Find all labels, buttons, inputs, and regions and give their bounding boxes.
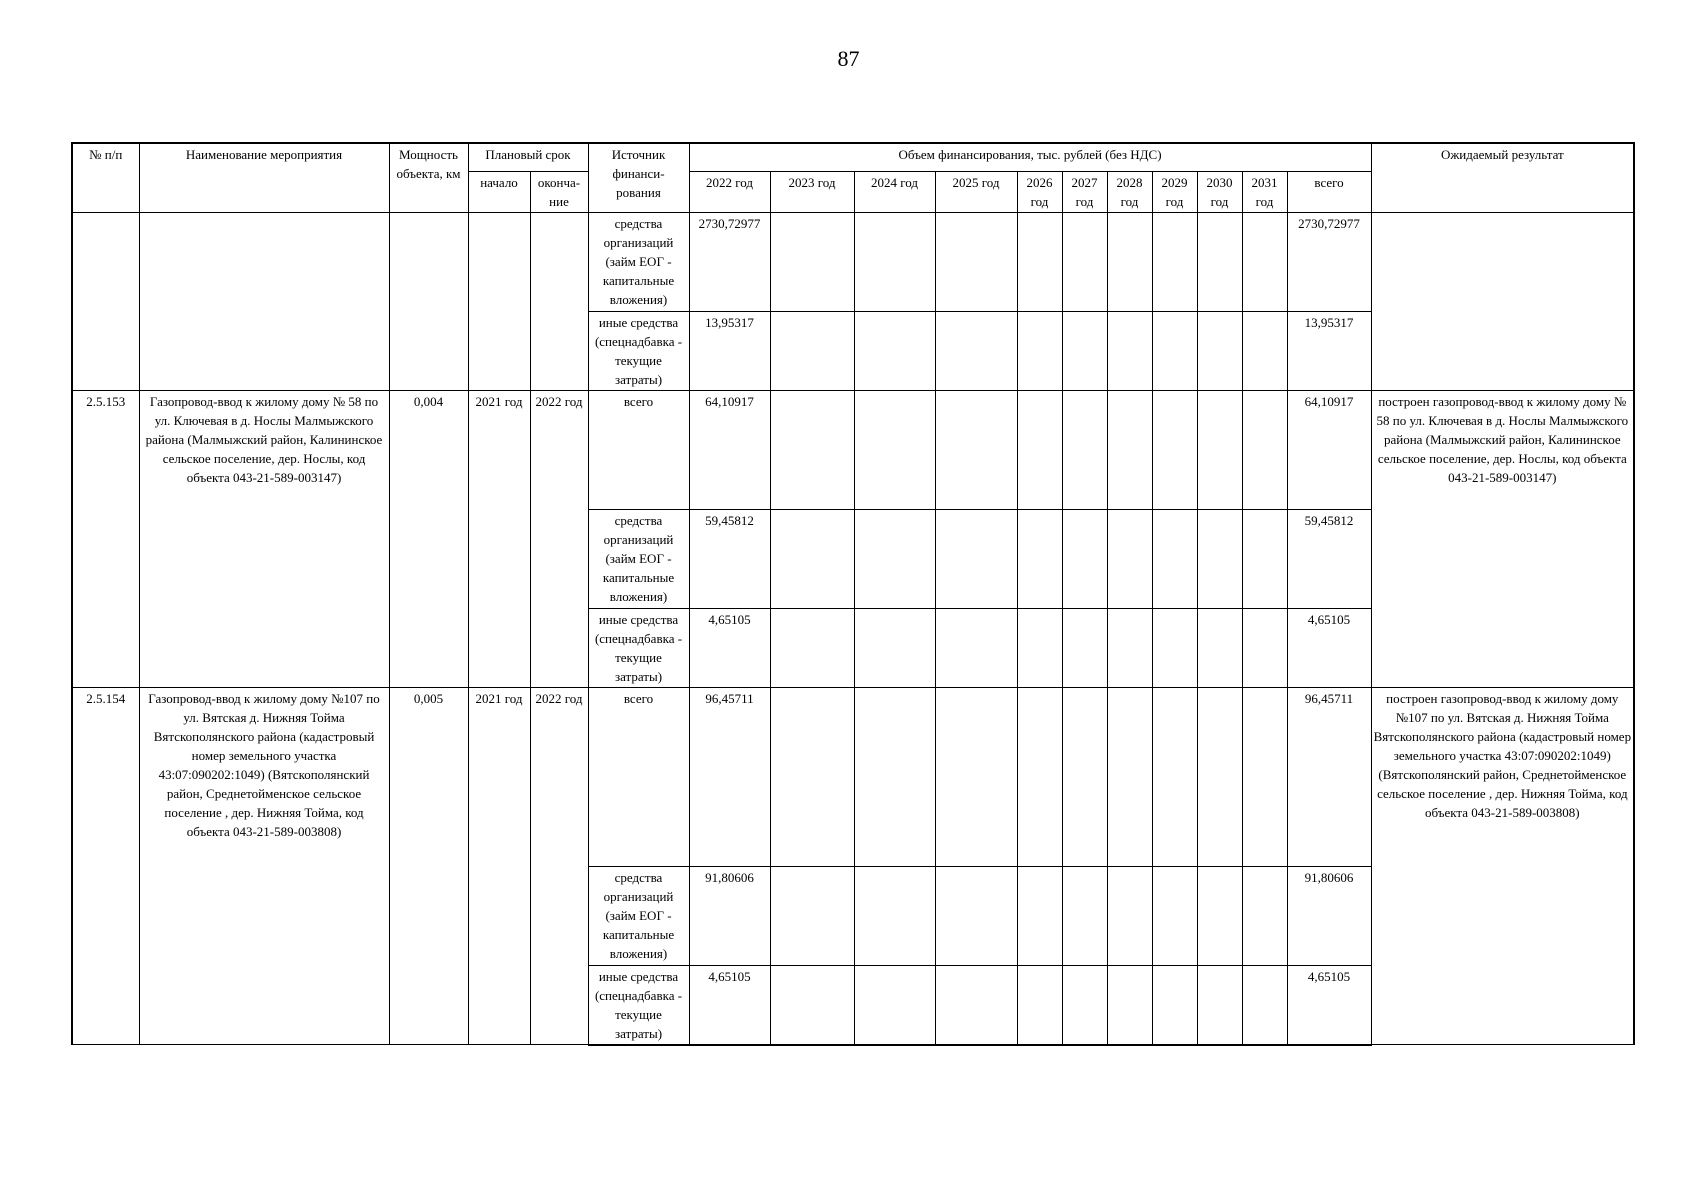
funding-source: средства организаций (займ ЕОГ - капитальные вложения) xyxy=(588,866,689,965)
header-start: начало xyxy=(468,171,530,212)
item-name: Газопровод-ввод к жилому дому № 58 по ул. Ключевая в д. Нослы Малмыжского района (Малмыжский район, Калининское сельское поселение, дер. Нослы, код объекта 043-21-589-003147) xyxy=(139,390,389,687)
item-name: Газопровод-ввод к жилому дому №107 по ул. Вятская д. Нижняя Тойма Вятскополянского района (кадастровый номер земельного участка 43:07:090202:1049) (Вятскополянский район, Среднетойменское сельское поселение , дер. Нижняя Тойма, код объекта 043-21-589-003808) xyxy=(139,687,389,1045)
value-total: 4,65105 xyxy=(1287,965,1371,1045)
item-power: 0,005 xyxy=(389,687,468,1045)
header-funding: Объем финансирования, тыс. рублей (без НДС) xyxy=(689,143,1371,171)
value-2022: 91,80606 xyxy=(689,866,770,965)
page-number: 87 xyxy=(837,46,860,71)
value-total: 91,80606 xyxy=(1287,866,1371,965)
cont-end-cell xyxy=(530,212,588,390)
value-2022: 96,45711 xyxy=(689,687,770,866)
cont-power-cell xyxy=(389,212,468,390)
value-total: 96,45711 xyxy=(1287,687,1371,866)
item-power: 0,004 xyxy=(389,390,468,687)
cont-start-cell xyxy=(468,212,530,390)
header-year-2022: 2022 год xyxy=(689,171,770,212)
value-2022: 64,10917 xyxy=(689,390,770,509)
item-start: 2021 год xyxy=(468,390,530,687)
header-year-2029: 2029 год xyxy=(1152,171,1197,212)
funding-source: всего xyxy=(588,390,689,509)
cont-name-cell xyxy=(139,212,389,390)
item-end: 2022 год xyxy=(530,390,588,687)
header-year-2024: 2024 год xyxy=(854,171,935,212)
table-row xyxy=(72,390,1634,509)
item-number: 2.5.154 xyxy=(72,687,139,1045)
funding-source: иные средства (спецнадбавка - текущие затраты) xyxy=(588,608,689,687)
header-plan: Плановый срок xyxy=(468,143,588,171)
table-row xyxy=(72,687,1634,866)
header-end: оконча-ние xyxy=(530,171,588,212)
header-year-2027: 2027 год xyxy=(1062,171,1107,212)
header-year-2031: 2031 год xyxy=(1242,171,1287,212)
value-2022: 13,95317 xyxy=(689,311,770,390)
value-total: 59,45812 xyxy=(1287,509,1371,608)
value-total: 4,65105 xyxy=(1287,608,1371,687)
header-year-2025: 2025 год xyxy=(935,171,1017,212)
header-year-2028: 2028 год xyxy=(1107,171,1152,212)
header-source: Источник финанси-рования xyxy=(588,143,689,212)
item-number: 2.5.153 xyxy=(72,390,139,687)
header-year-2030: 2030 год xyxy=(1197,171,1242,212)
value-total: 2730,72977 xyxy=(1287,212,1371,311)
funding-source: иные средства (спецнадбавка - текущие затраты) xyxy=(588,311,689,390)
funding-table xyxy=(71,142,1635,1046)
item-result: построен газопровод-ввод к жилому дому № 58 по ул. Ключевая в д. Нослы Малмыжского района (Малмыжский район, Калининское сельское поселение, дер. Нослы, код объекта 043-21-589-003147) xyxy=(1371,390,1634,687)
value-total: 64,10917 xyxy=(1287,390,1371,509)
value-2022: 4,65105 xyxy=(689,965,770,1045)
table-row xyxy=(72,212,1634,311)
funding-source: иные средства (спецнадбавка - текущие затраты) xyxy=(588,965,689,1045)
header-power: Мощность объекта, км xyxy=(389,143,468,212)
header-num: № п/п xyxy=(72,143,139,212)
value-2022: 59,45812 xyxy=(689,509,770,608)
funding-source: всего xyxy=(588,687,689,866)
header-year-2026: 2026 год xyxy=(1017,171,1062,212)
cont-num-cell xyxy=(72,212,139,390)
value-2022: 2730,72977 xyxy=(689,212,770,311)
item-result: построен газопровод-ввод к жилому дому №107 по ул. Вятская д. Нижняя Тойма Вятскополянского района (кадастровый номер земельного участка 43:07:090202:1049) (Вятскополянский район, Среднетойменское сельское поселение , дер. Нижняя Тойма, код объекта 043-21-589-003808) xyxy=(1371,687,1634,1045)
header-result: Ожидаемый результат xyxy=(1371,143,1634,212)
value-2022: 4,65105 xyxy=(689,608,770,687)
header-total: всего xyxy=(1287,171,1371,212)
cont-result-cell xyxy=(1371,212,1634,390)
funding-source: средства организаций (займ ЕОГ - капитальные вложения) xyxy=(588,509,689,608)
item-end: 2022 год xyxy=(530,687,588,1045)
header-year-2023: 2023 год xyxy=(770,171,854,212)
item-start: 2021 год xyxy=(468,687,530,1045)
value-total: 13,95317 xyxy=(1287,311,1371,390)
header-name: Наименование мероприятия xyxy=(139,143,389,212)
funding-source: средства организаций (займ ЕОГ - капитальные вложения) xyxy=(588,212,689,311)
